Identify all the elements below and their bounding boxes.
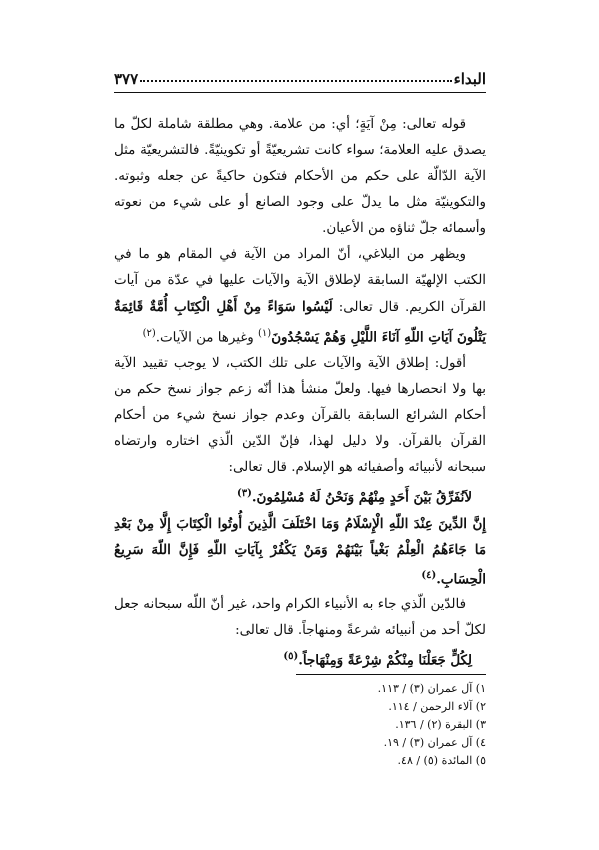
running-header xyxy=(114,58,486,88)
footnote-mark-1: (١) xyxy=(258,328,272,339)
footnote-mark-3: (٣) xyxy=(236,488,252,500)
paragraph-4: فالدّين الّذي جاء به الأنبياء الكرام واحد، غير أنّ اللّه سبحانه جعل لكلّ أحد من أنبيائه شرعةً ومنهاجاً. قال تعالى: xyxy=(114,597,486,639)
paragraph-2-text: ويظهر من البلاغي، أنّ المراد من الآية في المقام هو ما في الكتب الإلهيّة السابقة لإطلاق الآية والآيات عليها في عدّة من آيات القرآن الكريم. قال تعالى: xyxy=(114,247,486,315)
quran-verse-1: لَيْسُوا سَوَاءً مِنْ أَهْلِ الْكِتَابِ أُمَّةٌ قَائِمَةٌ يَتْلُونَ آيَاتِ اللّهِ آنَاءَ اللَّيْلِ وَهُمْ يَسْجُدُونَ xyxy=(114,299,486,346)
body-text xyxy=(114,112,486,674)
quran-verse-3 xyxy=(114,481,486,510)
quran-verse-3-text: لاَنُفَرِّقُ بَيْنَ أَحَدٍ مِنْهُمْ وَنَحْنُ لَهُ مُسْلِمُونَ. xyxy=(251,489,472,506)
page-number: ٣٧٧ xyxy=(114,70,139,88)
footnote-rule xyxy=(296,674,486,675)
footnote-3: ٣) البقرة (٢) / ١٣٦. xyxy=(395,718,486,731)
paragraph-2 xyxy=(114,242,486,351)
paragraph-3: أقول: إطلاق الآية والآيات على تلك الكتب، لا يوجب تقييد الآية بها ولا انحصارها فيها. ولعلّ منشأ هذا أنّه زعم جواز نسخ حكم من أحكام الشرائع السابقة بالقرآن وعدم جواز نسخ شيء من أحكام القرآن بالقرآن. ولا دليل لهذا، فإنّ الدّين الّذي اختاره وارتضاه سبحانه لأنبيائه وأصفيائه هو الإسلام. قال تعالى: xyxy=(114,356,486,476)
quran-verse-5-text: لِكُلٍّ جَعَلْنَا مِنْكُمْ شِرْعَةً وَمِنْهَاجاً. xyxy=(298,652,472,669)
footnote-mark-2: (٢) xyxy=(142,328,156,339)
chapter-title: البداء xyxy=(453,70,486,88)
footnotes xyxy=(296,680,486,770)
quran-verse-4 xyxy=(114,511,486,592)
footnote-5: ٥) المائدة (٥) / ٤٨. xyxy=(397,754,486,767)
leader-dots xyxy=(140,80,451,82)
header-rule xyxy=(114,92,486,93)
paragraph-1: قوله تعالى: مِنْ آيَةٍ؛ أي: من علامة. وهي مطلقة شاملة لكلّ ما يصدق عليه العلامة؛ سواء كانت تشريعيّةً أو تكوينيّةً. فالتشريعيّة مثل الآية الدّالّة على حكم من الأحكام فتكون حاكيةً عن جعله وثبوته. والتكوينيّة مثل ما يدلّ على وجود الصانع أو على شيء من نعوته وأسمائه جلّ ثناؤه من الأعيان. xyxy=(114,117,486,236)
paragraph-2-after: وغيرها من الآيات. xyxy=(155,330,254,346)
footnote-mark-5: (٥) xyxy=(283,651,299,663)
footnote-mark-4: (٤) xyxy=(421,569,437,581)
footnote-2: ٢) آلاء الرحمن / ١١٤. xyxy=(388,700,486,713)
quran-verse-4-text: إِنَّ الدِّينَ عِنْدَ اللّهِ الْإِسْلَامُ وَمَا اخْتَلَفَ الَّذِينَ أُوتُوا الْكِتَابَ إِلَّا مِنْ بَعْدِ مَا جَاءَهُمُ الْعِلْمُ بَغْياً بَيْنَهُمْ وَمَنْ يَكْفُرْ بِآيَاتِ اللّهِ فَإِنَّ اللّهَ سَرِيعُ الْحِسَابِ. xyxy=(114,515,486,588)
footnote-4: ٤) آل عمران (٣) / ١٩. xyxy=(383,736,486,749)
quran-verse-5 xyxy=(114,644,486,673)
footnote-1: ١) آل عمران (٣) / ١١٣. xyxy=(377,682,486,695)
